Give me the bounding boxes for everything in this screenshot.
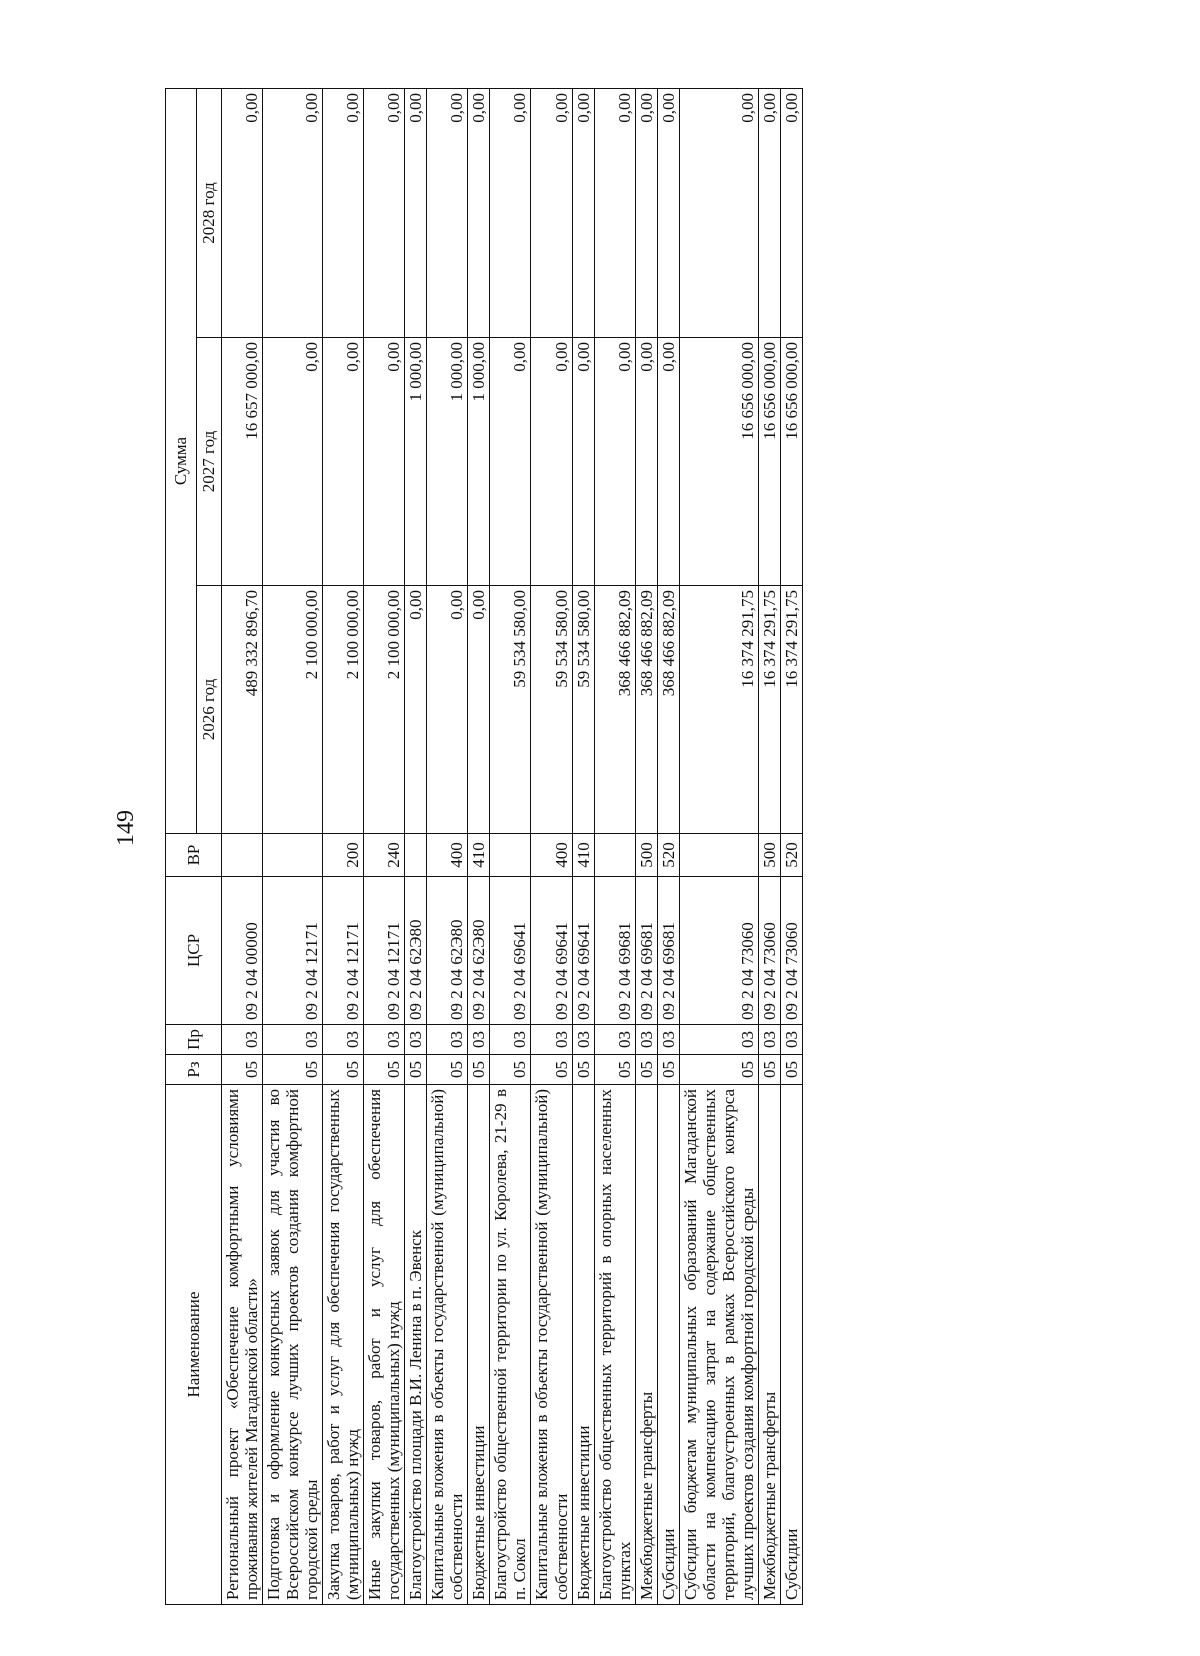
row-sum-2027-cell: 0,00 — [364, 338, 405, 586]
table-row — [679, 89, 758, 1605]
table-row — [572, 89, 594, 1605]
row-name-cell: Субсидии — [780, 1085, 802, 1605]
row-sum-2028-cell: 0,00 — [758, 89, 780, 338]
table-row — [468, 89, 490, 1605]
row-sum-2026-cell: 59 534 580,00 — [572, 586, 594, 834]
table-row — [780, 89, 802, 1605]
row-csr-cell: 09 2 04 69641 — [531, 877, 572, 1025]
row-rz-cell: 05 — [635, 1055, 657, 1085]
row-sum-2028-cell: 0,00 — [531, 89, 572, 338]
row-vr-cell — [405, 834, 427, 877]
row-rz-cell: 05 — [263, 1055, 323, 1085]
row-name-cell: Благоустройство общественной территории по ул. Королева, 21-29 в п. Сокол — [490, 1085, 531, 1605]
row-vr-cell — [263, 834, 323, 877]
row-vr-cell: 520 — [780, 834, 802, 877]
row-sum-2026-cell: 16 374 291,75 — [780, 586, 802, 834]
row-sum-2027-cell: 0,00 — [263, 338, 323, 586]
table-row — [323, 89, 364, 1605]
row-pr-cell: 03 — [364, 1025, 405, 1055]
header-sum: Сумма — [166, 89, 197, 834]
row-sum-2028-cell: 0,00 — [323, 89, 364, 338]
row-csr-cell: 09 2 04 69681 — [657, 877, 679, 1025]
row-pr-cell: 03 — [758, 1025, 780, 1055]
page-number: 149 — [113, 810, 139, 846]
row-rz-cell: 05 — [364, 1055, 405, 1085]
row-name-cell: Иные закупки товаров, работ и услуг для обеспечения государственных (муниципальных) нужд — [364, 1085, 405, 1605]
header-pr: Пр — [166, 1025, 222, 1055]
header-rz: Рз — [166, 1055, 222, 1085]
row-sum-2026-cell: 59 534 580,00 — [531, 586, 572, 834]
row-csr-cell: 09 2 04 62Э80 — [427, 877, 468, 1025]
row-rz-cell: 05 — [758, 1055, 780, 1085]
row-vr-cell: 500 — [758, 834, 780, 877]
row-csr-cell: 09 2 04 73060 — [780, 877, 802, 1025]
row-pr-cell: 03 — [572, 1025, 594, 1055]
row-rz-cell: 05 — [594, 1055, 635, 1085]
row-pr-cell: 03 — [405, 1025, 427, 1055]
row-vr-cell — [222, 834, 263, 877]
table-body — [222, 89, 803, 1605]
row-sum-2028-cell: 0,00 — [635, 89, 657, 338]
row-pr-cell: 03 — [780, 1025, 802, 1055]
row-vr-cell: 400 — [531, 834, 572, 877]
header-year-2028: 2028 год — [197, 89, 222, 338]
row-sum-2026-cell: 489 332 896,70 — [222, 586, 263, 834]
row-rz-cell: 05 — [780, 1055, 802, 1085]
row-csr-cell: 09 2 04 62Э80 — [468, 877, 490, 1025]
row-rz-cell: 05 — [572, 1055, 594, 1085]
row-name-cell: Субсидии бюджетам муниципальных образований Магаданской области на компенсацию затрат на содержание общественных территорий, благоустроенных в рамках Всероссийского конкурса лучших проектов создания комфортной городской среды — [679, 1085, 758, 1605]
header-vr: ВР — [166, 834, 222, 877]
row-sum-2028-cell: 0,00 — [679, 89, 758, 338]
table-row — [427, 89, 468, 1605]
row-sum-2026-cell: 0,00 — [427, 586, 468, 834]
row-sum-2027-cell: 0,00 — [635, 338, 657, 586]
header-row — [166, 89, 197, 1605]
row-vr-cell: 410 — [468, 834, 490, 877]
table-row — [263, 89, 323, 1605]
row-name-cell: Закупка товаров, работ и услуг для обеспечения государственных (муниципальных) нужд — [323, 1085, 364, 1605]
row-pr-cell: 03 — [222, 1025, 263, 1055]
row-sum-2027-cell: 0,00 — [323, 338, 364, 586]
row-sum-2027-cell: 0,00 — [594, 338, 635, 586]
row-sum-2026-cell: 368 466 882,09 — [594, 586, 635, 834]
row-sum-2028-cell: 0,00 — [468, 89, 490, 338]
row-vr-cell: 200 — [323, 834, 364, 877]
row-sum-2028-cell: 0,00 — [222, 89, 263, 338]
row-vr-cell: 520 — [657, 834, 679, 877]
row-vr-cell — [594, 834, 635, 877]
row-sum-2026-cell: 0,00 — [468, 586, 490, 834]
table-row — [222, 89, 263, 1605]
row-name-cell: Бюджетные инвестиции — [468, 1085, 490, 1605]
row-name-cell: Межбюджетные трансферты — [635, 1085, 657, 1605]
row-csr-cell: 09 2 04 12171 — [323, 877, 364, 1025]
row-rz-cell: 05 — [490, 1055, 531, 1085]
row-vr-cell: 500 — [635, 834, 657, 877]
row-name-cell: Региональный проект «Обеспечение комфортными условиями проживания жителей Магаданской области» — [222, 1085, 263, 1605]
row-sum-2028-cell: 0,00 — [405, 89, 427, 338]
row-sum-2028-cell: 0,00 — [780, 89, 802, 338]
row-rz-cell: 05 — [531, 1055, 572, 1085]
row-sum-2028-cell: 0,00 — [572, 89, 594, 338]
row-sum-2027-cell: 16 656 000,00 — [758, 338, 780, 586]
row-vr-cell: 400 — [427, 834, 468, 877]
row-pr-cell: 03 — [427, 1025, 468, 1055]
row-name-cell: Капитальные вложения в объекты государственной (муниципальной) собственности — [531, 1085, 572, 1605]
row-sum-2028-cell: 0,00 — [657, 89, 679, 338]
table-row — [531, 89, 572, 1605]
row-sum-2027-cell: 1 000,00 — [468, 338, 490, 586]
row-csr-cell: 09 2 04 62Э80 — [405, 877, 427, 1025]
row-vr-cell — [490, 834, 531, 877]
row-csr-cell: 09 2 04 69641 — [572, 877, 594, 1025]
header-year-2026: 2026 год — [197, 586, 222, 834]
row-rz-cell: 05 — [427, 1055, 468, 1085]
row-sum-2028-cell: 0,00 — [490, 89, 531, 338]
header-name: Наименование — [166, 1085, 222, 1605]
budget-table — [165, 88, 803, 1605]
row-name-cell: Подготовка и оформление конкурсных заявок для участия во Всероссийском конкурсе лучших проектов создания комфортной городской среды — [263, 1085, 323, 1605]
row-vr-cell — [679, 834, 758, 877]
row-rz-cell: 05 — [222, 1055, 263, 1085]
row-sum-2027-cell: 1 000,00 — [427, 338, 468, 586]
row-sum-2027-cell: 16 657 000,00 — [222, 338, 263, 586]
row-csr-cell: 09 2 04 69641 — [490, 877, 531, 1025]
row-pr-cell: 03 — [263, 1025, 323, 1055]
row-csr-cell: 09 2 04 69681 — [594, 877, 635, 1025]
row-sum-2027-cell: 0,00 — [531, 338, 572, 586]
row-vr-cell: 240 — [364, 834, 405, 877]
row-pr-cell: 03 — [657, 1025, 679, 1055]
row-sum-2027-cell: 0,00 — [657, 338, 679, 586]
row-csr-cell: 09 2 04 12171 — [263, 877, 323, 1025]
row-pr-cell: 03 — [594, 1025, 635, 1055]
row-pr-cell: 03 — [635, 1025, 657, 1055]
row-rz-cell: 05 — [323, 1055, 364, 1085]
row-sum-2028-cell: 0,00 — [364, 89, 405, 338]
row-pr-cell: 03 — [490, 1025, 531, 1055]
row-sum-2026-cell: 59 534 580,00 — [490, 586, 531, 834]
row-sum-2027-cell: 16 656 000,00 — [679, 338, 758, 586]
row-name-cell: Капитальные вложения в объекты государственной (муниципальной) собственности — [427, 1085, 468, 1605]
row-sum-2026-cell: 0,00 — [405, 586, 427, 834]
row-sum-2028-cell: 0,00 — [594, 89, 635, 338]
row-sum-2027-cell: 0,00 — [490, 338, 531, 586]
row-pr-cell: 03 — [468, 1025, 490, 1055]
row-sum-2026-cell: 16 374 291,75 — [679, 586, 758, 834]
row-name-cell: Субсидии — [657, 1085, 679, 1605]
row-csr-cell: 09 2 04 73060 — [758, 877, 780, 1025]
table-row — [758, 89, 780, 1605]
row-csr-cell: 09 2 04 00000 — [222, 877, 263, 1025]
row-sum-2026-cell: 2 100 000,00 — [364, 586, 405, 834]
table-row — [405, 89, 427, 1605]
row-sum-2027-cell: 0,00 — [572, 338, 594, 586]
budget-table-container — [165, 89, 985, 1605]
row-sum-2028-cell: 0,00 — [263, 89, 323, 338]
row-rz-cell: 05 — [679, 1055, 758, 1085]
header-csr: ЦСР — [166, 877, 222, 1025]
table-row — [364, 89, 405, 1605]
row-sum-2028-cell: 0,00 — [427, 89, 468, 338]
row-sum-2027-cell: 1 000,00 — [405, 338, 427, 586]
row-name-cell: Межбюджетные трансферты — [758, 1085, 780, 1605]
table-row — [657, 89, 679, 1605]
row-csr-cell: 09 2 04 69681 — [635, 877, 657, 1025]
table-row — [490, 89, 531, 1605]
row-sum-2026-cell: 2 100 000,00 — [323, 586, 364, 834]
row-csr-cell: 09 2 04 73060 — [679, 877, 758, 1025]
header-year-2027: 2027 год — [197, 338, 222, 586]
row-vr-cell: 410 — [572, 834, 594, 877]
row-rz-cell: 05 — [657, 1055, 679, 1085]
row-name-cell: Бюджетные инвестиции — [572, 1085, 594, 1605]
row-sum-2027-cell: 16 656 000,00 — [780, 338, 802, 586]
row-sum-2026-cell: 368 466 882,09 — [635, 586, 657, 834]
row-name-cell: Благоустройство общественных территорий в опорных населенных пунктах — [594, 1085, 635, 1605]
row-pr-cell: 03 — [531, 1025, 572, 1055]
table-row — [635, 89, 657, 1605]
row-sum-2026-cell: 368 466 882,09 — [657, 586, 679, 834]
row-rz-cell: 05 — [405, 1055, 427, 1085]
row-csr-cell: 09 2 04 12171 — [364, 877, 405, 1025]
row-pr-cell: 03 — [679, 1025, 758, 1055]
table-row — [594, 89, 635, 1605]
row-sum-2026-cell: 16 374 291,75 — [758, 586, 780, 834]
row-sum-2026-cell: 2 100 000,00 — [263, 586, 323, 834]
row-pr-cell: 03 — [323, 1025, 364, 1055]
row-name-cell: Благоустройство площади В.И. Ленина в п. Эвенск — [405, 1085, 427, 1605]
row-rz-cell: 05 — [468, 1055, 490, 1085]
